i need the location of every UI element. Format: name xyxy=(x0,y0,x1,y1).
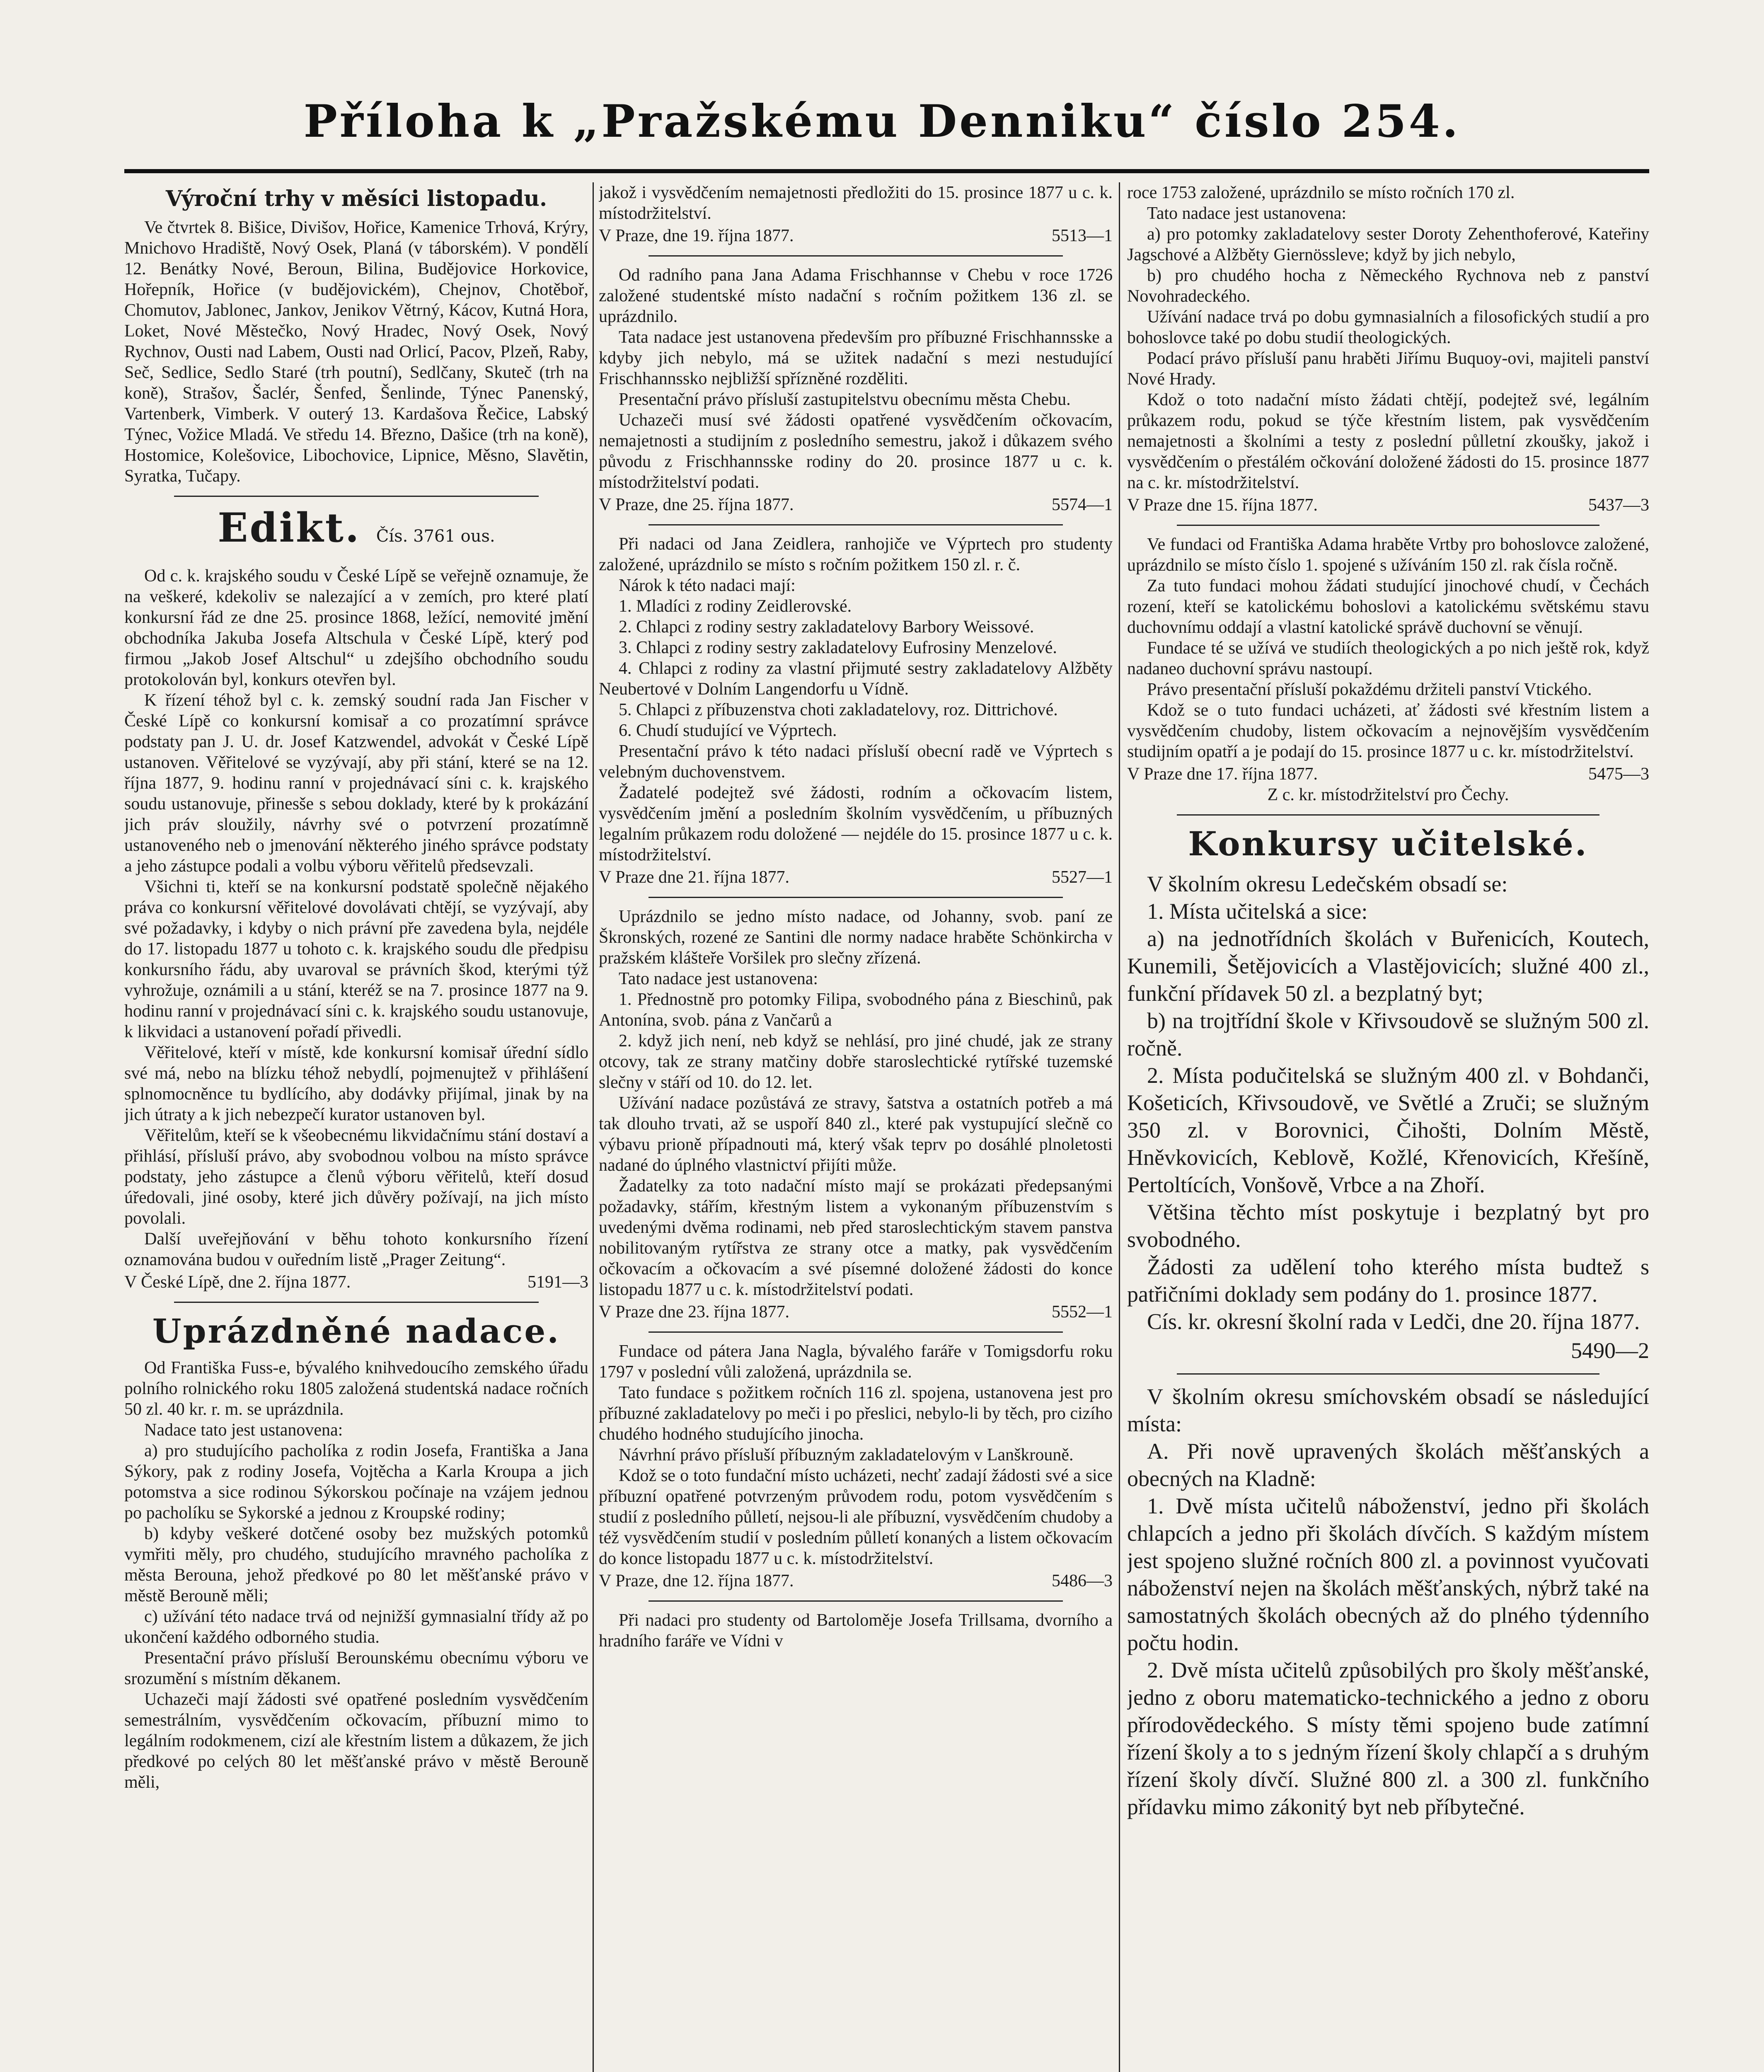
masthead-title: Příloha k „Pražskému Denniku“ číslo 254. xyxy=(303,95,1461,148)
paragraph: Uprázdnilo se jedno místo nadace, od Johanny, svob. paní ze Škronských, rozené ze Santini dle normy nadace hraběte Schönkircha v pražském klášteře Voršilek pro slečny zřízená. xyxy=(599,907,1113,968)
separator xyxy=(1177,814,1599,816)
paragraph: Užívání nadace pozůstává ze stravy, šatstva a ostatních potřeb a má tak dlouho trvati, až se uspoří 840 zl., které pak vystupující slečně co výbavu prioně případnouti má, který však teprv po dosáhlé plnoletosti nadané do úplného vlastnictví přijíti může. xyxy=(599,1094,1113,1175)
signature-place: V Praze, dne 25. října 1877. xyxy=(599,495,794,514)
paragraph: 1. Dvě místa učitelů náboženství, jedno při školách chlapcích a jedno při školách dívčích. S každým místem jest spojeno služné ročních 800 zl. a povinnost vyučovati náboženství nejen na školách měšťanských, nýbrž také na samostatných školách obecných až do plného týdenního počtu hodin. xyxy=(1127,1493,1649,1655)
paragraph: Ve fundaci od Františka Adama hraběte Vrtby pro bohoslovce založené, uprázdnilo se místo číslo 1. spojené s užíváním 150 zl. rak čísla ročně. xyxy=(1127,535,1649,575)
paragraph: Žádosti za udělení toho kterého místa budtež s patřičními doklady sem podány do 1. prosince 1877. xyxy=(1127,1254,1649,1307)
signature-number: 5475—3 xyxy=(1588,765,1649,784)
paragraph: Při nadaci pro studenty od Bartoloměje Josefa Trillsama, dvorního a hradního faráře ve Vídni v xyxy=(599,1611,1113,1651)
edikt-heading: Edikt. xyxy=(218,504,361,551)
paragraph: 1. Místa učitelská a sice: xyxy=(1147,899,1368,924)
paragraph: Návrhní právo přísluší příbuzným zakladatelovým v Lanškrouně. xyxy=(619,1445,1074,1464)
signature-line xyxy=(1127,764,1649,784)
paragraph: Presentační právo přísluší Berounskému obecnímu výboru ve srozumění s místním děkanem. xyxy=(124,1648,588,1688)
list-item: 1. Mladíci z rodiny Zeidlerovské. xyxy=(619,597,852,616)
signature-number: 5191—3 xyxy=(528,1273,588,1292)
list-item: 2. Chlapci z rodiny sestry zakladatelovy Barbory Weissové. xyxy=(619,617,1034,637)
separator xyxy=(1177,525,1599,526)
paragraph: Presentační právo k této nadaci přísluší obecní radě ve Výprtech s velebným duchovenstvem. xyxy=(599,742,1113,782)
paragraph: Užívání nadace trvá po dobu gymnasialních a filosofických studií a pro bohoslovce také po dobu studií theologických. xyxy=(1127,307,1649,347)
paragraph: Tato fundace s požitkem ročních 116 zl. spojena, ustanovena jest pro příbuzné zakladatelovy po meči i po přeslici, nebylo-li by těch, pro cizího chudého hodného studujícího jinocha. xyxy=(599,1383,1113,1444)
signature-line xyxy=(599,225,1113,246)
separator xyxy=(648,1331,1063,1333)
paragraph: Věřitelům, kteří se k všeobecnému likvidačnímu stání dostaví a přihlásí, přísluší právo, aby svobodnou volbou na místo správce podstaty, jeho zástupce a členů výboru věřitelů, kteří dosud úředovali, jiné osoby, které jich důvěry požívají, na jich místo povolali. xyxy=(124,1126,588,1228)
signature-number: 5490—2 xyxy=(1571,1338,1649,1363)
section-title-konkursy: Konkursy učitelské. xyxy=(1188,824,1588,863)
signature-line xyxy=(599,494,1113,515)
separator xyxy=(648,255,1063,257)
paragraph: Při nadaci od Jana Zeidlera, ranhojiče ve Výprtech pro studenty založené, uprázdnilo se místo s ročním požitkem 150 zl. r. č. xyxy=(599,535,1113,574)
signature-number: 5527—1 xyxy=(1052,868,1113,887)
signature-number: 5574—1 xyxy=(1052,495,1113,514)
paragraph: b) kdyby veškeré dotčené osoby bez mužských potomků vymřiti měly, pro chudého, studujícího mravného pacholíka z města Berouna, jehož předkové po 80 let měšťanské právo v městě Berouně měli; xyxy=(124,1524,588,1605)
paragraph: Věřitelové, kteří v místě, kde konkursní komisař úřední sídlo své má, nebo na blízku téhož nebydlí, pojmenujtež v přihlášení splnomocněnce tu bydlícího, aby dodávky přijímal, jinak by na jich útraty a k jich nebezpečí kurator ustanoven byl. xyxy=(124,1043,588,1124)
signature-place: V Praze dne 23. října 1877. xyxy=(599,1302,789,1322)
signature-line xyxy=(124,1272,588,1293)
paragraph: Kdož o toto nadační místo žádati chtějí, podejtež své, legálním průkazem rodu, pokud se týče křestním listem, pak vysvědčením nemajetnosti a školními a testy z poslední půlletní zkoušky, jakož i vysvědčením o přestálém očkování doložené žádosti do 15. prosince 1877 na c. kr. místodržitelství. xyxy=(1127,390,1649,492)
paragraph: Cís. kr. okresní školní rada v Ledči, dne 20. října 1877. xyxy=(1147,1309,1640,1334)
paragraph: Od radního pana Jana Adama Frischhannse v Chebu v roce 1726 založené studentské místo nadační s ročním požitkem 136 zl. se uprázdnilo. xyxy=(599,266,1113,326)
section-title-trhy: Výroční trhy v měsíci listopadu. xyxy=(165,186,547,211)
paragraph: Kdož se o toto fundační místo ucházeti, nechť zadají žádosti své a sice příbuzní opatřené potvrzeným průvodem rodu, potom vysvědčením s studií z posledního půlletí, nejsou-li ale příbuzní, vysvědčením chudoby a též vysvědčením studií v posledním půlletí konaných a listem očkovacím do konce listopadu 1877 u c. k. místodržitelství. xyxy=(599,1466,1113,1568)
signature-place: V Praze, dne 19. října 1877. xyxy=(599,226,794,245)
signature-number: 5513—1 xyxy=(1052,226,1113,245)
paragraph: Za tuto fundaci mohou žádati studující jinochové chudí, v Čechách rození, kteří se katolickému bohoslovi a katolickému světskému stavu duchovnímu oddají a vlastní katolické správě duchovní se věnují. xyxy=(1127,576,1649,637)
separator xyxy=(648,1600,1063,1602)
paragraph: Nadace tato jest ustanovena: xyxy=(144,1421,343,1440)
paragraph: Podací právo přísluší panu hraběti Jiřímu Buquoy-ovi, majiteli panství Nové Hrady. xyxy=(1127,349,1649,389)
column-2 xyxy=(599,182,1113,2072)
paragraph: V školním okresu smíchovském obsadí se následující místa: xyxy=(1127,1384,1649,1436)
paragraph: Žadatelé podejtež své žádosti, rodním a očkovacím listem, vysvědčením jmění a posledním školním vysvědčením, u příbuzných legalním průkazem rodu doložené — nejdéle do 15. prosince 1877 u c. k. místodržitelství. xyxy=(599,783,1113,864)
paragraph: Uchazeči mají žádosti své opatřené posledním vysvědčením semestrálním, vysvědčením očkovacím, příbuzní mimo to legálním rodokmenem, cizí ale křestním listem a důkazem, že jich předkové po celých 80 let měšťanské právo v městě Berouně měli, xyxy=(124,1690,588,1792)
signature-number: 5486—3 xyxy=(1052,1571,1113,1590)
issuer-line: Z c. kr. místodržitelství pro Čechy. xyxy=(1267,785,1509,804)
paragraph: Tato nadace jest ustanovena: xyxy=(619,969,818,988)
paragraph: Od Františka Fuss-e, bývalého knihvedoucího zemského úřadu polního rolnického roku 1805 založená studentská nadace ročních 50 zl. 40 kr. r. m. se uprázdnila. xyxy=(124,1358,588,1419)
signature-line xyxy=(599,867,1113,888)
signature-number: 5552—1 xyxy=(1052,1302,1113,1322)
column-3 xyxy=(1127,182,1649,2072)
paragraph: 2. Dvě místa učitelů způsobilých pro školy měšťanské, jedno z oboru matematicko-technického a jedno z oboru přírodovědeckého. S místy těmi spojeno bude zatímní řízení školy a to s jedným řízení školy chlapčí a s druhým řízení školy dívčí. Služné 800 zl. a 300 zl. funkčního přídavku mimo zákonitý byt neb příbytečné. xyxy=(1127,1658,1649,1819)
paragraph: Od c. k. krajského soudu v České Lípě se veřejně oznamuje, že na veškeré, kdekoliv se nalezající a v zemích, pro které platí konkursní řád ze dne 25. prosince 1868, ležící, nemovité jmění obchodníka Jakuba Josefa Altschula v České Lípě, který pod firmou „Jakob Josef Altschul“ u zdejšího obchodního soudu protokolován byl, konkurs otevřen byl. xyxy=(124,566,588,689)
list-item: 4. Chlapci z rodiny za vlastní přijmuté sestry zakladatelovy Alžběty Neubertové v Dolním Langendorfu u Vídně. xyxy=(599,659,1113,699)
list-item: 6. Chudí studující ve Výprtech. xyxy=(619,721,837,740)
separator xyxy=(174,1302,539,1303)
column-divider xyxy=(1119,182,1120,2072)
signature-number: 5437—3 xyxy=(1588,496,1649,515)
signature-line xyxy=(599,1302,1113,1322)
paragraph: K řízení téhož byl c. k. zemský soudní rada Jan Fischer v České Lípě co konkursní komisař a co prozatímní správce podstaty pan J. U. dr. Josef Katzwendel, advokát v České Lípě ustanoven. Věřitelové se vyzývají, aby při stání, které se na 12. října 1877, 9. hodinu ranní v projednávací síni c. k. krajského soudu ustanovuje, přinesše s sebou doklady, které by k prokázání jich práv sloužily, návrhy své o potvrzení prozatímně ustanoveného neb o jmenování některého jiného správce podstaty a jeho zástupce podali a volbu výboru věřitelů předsevzali. xyxy=(124,691,588,876)
column-1 xyxy=(124,182,588,2072)
list-item: 1. Přednostně pro potomky Filipa, svobodného pána z Bieschinů, pak Antonína, svob. pána z Vančarů a xyxy=(599,990,1113,1030)
edikt-number: Čís. 3761 ous. xyxy=(376,527,495,546)
section-title-edikt xyxy=(124,505,588,559)
paragraph: Fundace od pátera Jana Nagla, bývalého faráře v Tomigsdorfu roku 1797 v poslední vůli založená, uprázdnila se. xyxy=(599,1342,1113,1382)
paragraph: Většina těchto míst poskytuje i bezplatný byt pro svobodného. xyxy=(1127,1200,1649,1252)
paragraph: Fundace té se užívá ve studiích theologických a po nich ještě rok, když nadaneo duchovní správu nastoupí. xyxy=(1127,639,1649,678)
paragraph: Ve čtvrtek 8. Bišice, Divišov, Hořice, Kamenice Trhová, Krýry, Mnichovo Hradiště, Nový Osek, Planá (v táborském). V pondělí 12. Benátky Nové, Beroun, Bilina, Budějovice Horkovice, Hořepník, Hořice (v budějovickém), Chejnov, Chotěboř, Chomutov, Jablonec, Jankov, Jenikov Větrný, Kácov, Kutná Hora, Loket, Nové Městečko, Nový Hradec, Nový Osek, Nový Rychnov, Ousti nad Labem, Ousti nad Orlicí, Pacov, Plzeň, Raby, Seč, Sedlice, Sedlo Staré (trh poutní), Sedlčany, Skuteč (trh na koně), Strašov, Šaclér, Šenfed, Šenlinde, Týnec Panenský, Vartenberk, Vimberk. V outerý 13. Kardašova Řečice, Labský Týnec, Vožice Mladá. Ve středu 14. Březno, Dašice (trh na koně), Hostomice, Kolešovice, Libochovice, Lipnice, Měsno, Slavětin, Syratka, Tučapy. xyxy=(124,218,588,486)
paragraph: Právo presentační přísluší pokaždému držiteli panství Vtického. xyxy=(1147,680,1592,699)
separator xyxy=(648,897,1063,898)
list-item: a) pro potomky zakladatelovy sester Doroty Zehenthoferové, Kateřiny Jagschové a Alžběty Giernössleve; když by jich nebylo, xyxy=(1127,225,1649,264)
paragraph: jakož i vysvědčením nemajetnosti předložiti do 15. prosince 1877 u c. k. místodržitelství. xyxy=(599,183,1113,223)
list-item: b) na trojtřídní škole v Křivsoudově se služným 500 zl. ročně. xyxy=(1127,1008,1649,1060)
masthead-rule xyxy=(124,169,1649,173)
paragraph: Tata nadace jest ustanovena především pro příbuzné Frischhannsske a kdyby jich nebylo, má se užitek nadační s mezi nestudující Frischhannssko nejbližší spřízněné rozděliti. xyxy=(599,328,1113,388)
paragraph: c) užívání této nadace trvá od nejnižší gymnasialní třídy až po ukončení každého odborného studia. xyxy=(124,1607,588,1647)
paragraph: 2. Místa podučitelská se služným 400 zl. v Bohdanči, Košeticích, Křivsoudově, ve Světlé a Zruči; se služným 350 zl. v Borovnici, Čihošti, Dolním Městě, Hněvkovicích, Keblově, Kožlé, Křenovicích, Křešíně, Pertoltících, Vonšově, Vrbce a na Zhoří. xyxy=(1127,1063,1649,1197)
paragraph: Tato nadace jest ustanovena: xyxy=(1147,204,1347,223)
signature-place: V České Lípě, dne 2. října 1877. xyxy=(124,1273,351,1292)
paragraph: V školním okresu Ledečském obsadí se: xyxy=(1147,871,1508,896)
signature-place: V Praze dne 17. října 1877. xyxy=(1127,765,1318,784)
paragraph: Další uveřejňování v běhu tohoto konkursního řízení oznamována budou v ouředním listě „Prager Zeitung“. xyxy=(124,1230,588,1269)
paragraph: Kdož se o tuto fundaci ucházeti, ať žádosti své křestním listem a vysvědčením chudoby, listem očkovacím a nejnovějším vysvědčením studijním opatří a je podají do 15. prosince 1877 u c. kr. místodržitelství. xyxy=(1127,701,1649,761)
list-item: 5. Chlapci z příbuzenstva choti zakladatelovy, roz. Dittrichové. xyxy=(619,700,1058,719)
paragraph: roce 1753 založené, uprázdnilo se místo ročních 170 zl. xyxy=(1127,183,1515,202)
signature-place: V Praze dne 21. října 1877. xyxy=(599,868,789,887)
paragraph: A. Při nově upravených školách měšťanských a obecných na Kladně: xyxy=(1127,1439,1649,1491)
signature-line xyxy=(599,1571,1113,1591)
paragraph: a) pro studujícího pacholíka z rodin Josefa, Františka a Jana Sýkory, pak z rodiny Josefa, Vojtěcha a Karla Kroupa a jich potomstva a sice rodinou Sýkorskou počínaje na vzájem jednou po pacholíku se Sykorské a jednou z Kroupské rodiny; xyxy=(124,1441,588,1523)
signature-line xyxy=(1127,495,1649,516)
list-item: 2. když jich není, neb když se nehlásí, pro jiné chudé, jak ze strany otcovy, tak ze strany matčiny dobře staroslechtické rytířské tuzemské slečny v stáří od 10. do 12. let. xyxy=(599,1031,1113,1092)
column-divider xyxy=(593,182,594,2072)
separator xyxy=(1177,1373,1599,1375)
list-item: a) na jednotřídních školách v Buřenicích, Koutech, Kunemili, Šetějovicích a Vlastějovicích; služné 400 zl., funkční přídavek 50 zl. a bezplatný byt; xyxy=(1127,926,1649,1006)
signature-place: V Praze, dne 12. října 1877. xyxy=(599,1571,794,1590)
list-item: b) pro chudého hocha z Německého Rychnova neb z panství Novohradeckého. xyxy=(1127,266,1649,306)
paragraph: Všichni ti, kteří se na konkursní podstatě společně nějakého práva co konkursní věřitelové dovolávati chtějí, se vyzývají, aby své požadavky, i kdyby o nich právní pře zavedena byla, nejdéle do 17. listopadu 1877 u tohoto c. k. krajského soudu dle předpisu konkursního řádu, aby uvaroval se právních škod, kterými týž vyhrožuje, oznámili a u stání, kteréž se na 7. prosince 1877 na 9. hodinu ranní v projednávací síni c. k. krajského soudu ustanovuje, k likvidaci a ustanovení pořadí přivedli. xyxy=(124,877,588,1041)
paragraph: Nárok k této nadaci mají: xyxy=(619,576,796,595)
separator xyxy=(174,496,539,497)
list-item: 3. Chlapci z rodiny sestry zakladatelovy Eufrosiny Menzelové. xyxy=(619,638,1057,657)
signature-line xyxy=(1127,1337,1649,1364)
signature-place: V Praze dne 15. října 1877. xyxy=(1127,496,1318,515)
paragraph: Uchazeči musí své žádosti opatřené vysvědčením očkovacím, nemajetnosti a studijním z posledního semestru, jakož i důkazem svého původu z Frischhannsske rodiny do 20. prosince 1877 u c. k. místodržitelství podati. xyxy=(599,411,1113,492)
paragraph: Presentační právo přísluší zastupitelstvu obecnímu města Chebu. xyxy=(619,390,1071,409)
section-title-uprazdnene: Uprázdněné nadace. xyxy=(152,1312,561,1351)
paragraph: Žadatelky za toto nadační místo mají se prokázati předepsanými požadavky, stářím, křestným listem a vykonaným příbuzenstvím s uvedenými dvěma rodinami, neb před staroslechtickým stavem panstva nobilitovaným rytířstva ze strany otce a matky, pak vysvědčením očkovacím a očkovacím a své písemné doložené žádosti do konce listopadu 1877 u c. k. místodržitelství podati. xyxy=(599,1176,1113,1299)
separator xyxy=(648,524,1063,525)
